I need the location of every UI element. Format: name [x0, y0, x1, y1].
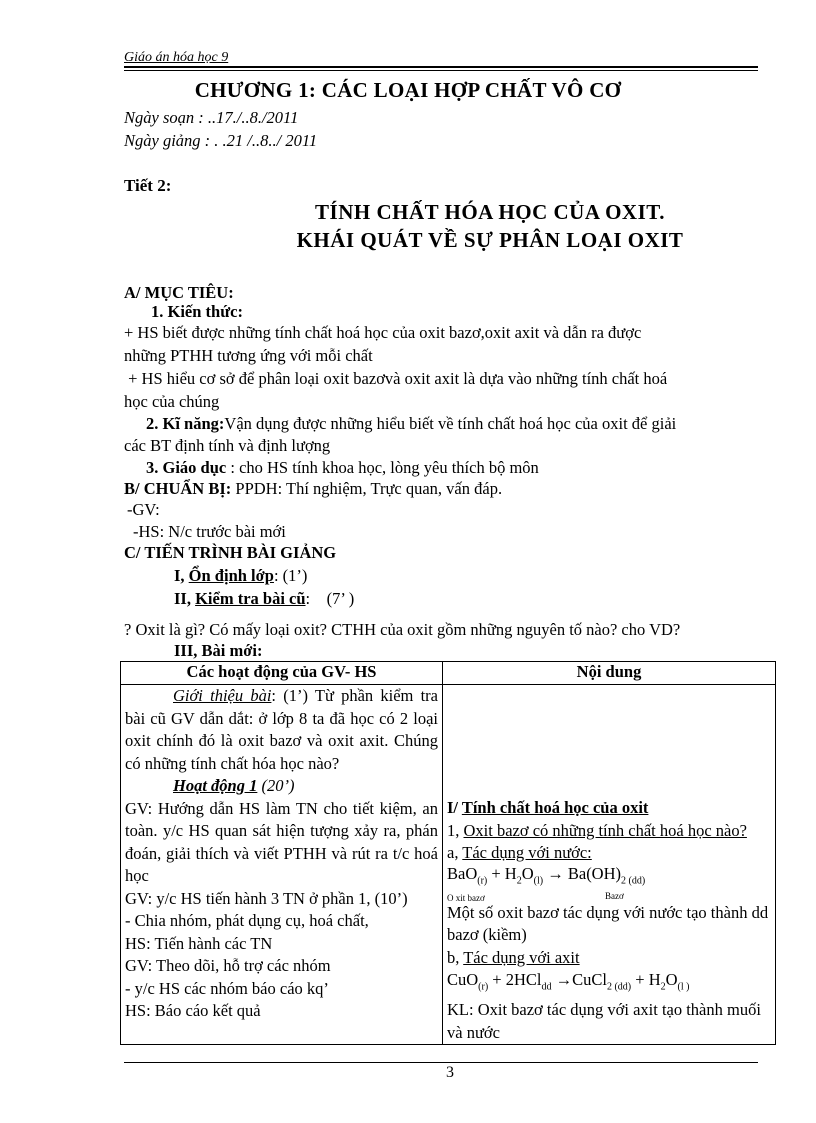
section-b-hs: -HS: N/c trước bài mới: [133, 522, 286, 541]
b-label: Tác dụng với axit: [463, 947, 580, 967]
page-number: 3: [446, 1064, 454, 1081]
col-content-header: Nội dung: [443, 662, 776, 685]
equation-1: [447, 865, 771, 890]
eq1-part: + H: [487, 863, 517, 883]
kt-line4: học của chúng: [124, 392, 220, 411]
date-soan: Ngày soạn : ..17./..8./2011: [124, 108, 299, 127]
activities-cell: [121, 685, 443, 1045]
ki-nang-text: Vận dụng được những hiểu biết về tính chất hoá học của oxit để giải: [224, 414, 677, 433]
chapter-title: CHƯƠNG 1: CÁC LOẠI HỢP CHẤT VÔ CƠ: [194, 78, 622, 102]
eq1-part: O: [521, 863, 534, 883]
lesson-title-line2: KHÁI QUÁT VỀ SỰ PHÂN LOẠI OXIT: [296, 228, 684, 252]
giao-duc-line: [146, 458, 539, 478]
kt-line2: những PTHH tương ứng với mỗi chất: [124, 346, 373, 365]
step-i-prefix: I,: [174, 566, 189, 585]
section-b-ppdh: PPDH: Thí nghiệm, Trực quan, vấn đáp.: [231, 479, 503, 498]
eq1-note-bazo: Bazơ: [605, 890, 624, 901]
giao-duc-label: 3. Giáo dục: [146, 458, 227, 477]
section-b-gv: -GV:: [127, 500, 160, 519]
lesson-title-line1: TÍNH CHẤT HÓA HỌC CỦA OXIT.: [315, 200, 665, 224]
intro-text: : (1’) Từ phần kiểm tra bài cũ GV dẫn dắt: ở lớp 8 ta đã học có 2 loại oxit chính đó là oxit bazơ và oxit axit. Chúng có những tính chất hóa học nào?: [125, 686, 438, 773]
content-b: [447, 947, 771, 970]
eq2-part: 2 (dd): [606, 981, 632, 993]
content-section-1: [447, 797, 771, 820]
section-a-heading: A/ MỤC TIÊU:: [124, 283, 234, 302]
eq2-part: (r): [478, 981, 489, 993]
section-c-heading: C/ TIẾN TRÌNH BÀI GIẢNG: [124, 543, 337, 562]
eq1-part: BaO: [447, 863, 478, 883]
col-activities-header: Các hoạt động của GV- HS: [121, 662, 443, 685]
step-i: [174, 566, 307, 586]
eq1-part: (l): [533, 874, 544, 886]
step-ii-prefix: II,: [174, 589, 196, 608]
footer-divider: [124, 1062, 758, 1063]
eq1-part: 2: [516, 874, 522, 886]
step-ii-time: : (7’ ): [305, 589, 355, 608]
activity-time: (20’): [257, 776, 295, 795]
intro-paragraph: [125, 685, 438, 775]
kien-thuc-label: 1. Kiến thức:: [151, 302, 243, 321]
header-divider: [124, 66, 758, 68]
list-item: GV: y/c HS tiến hành 3 TN ở phần 1, (10’): [125, 888, 408, 908]
eq2-part: dd: [541, 981, 552, 993]
content-text-1: Một số oxit bazơ tác dụng với nước tạo thành dd bazơ (kiềm): [447, 902, 769, 945]
step-i-label: Ổn định lớp: [188, 566, 274, 585]
eq2-part: O: [665, 970, 678, 990]
equation-1-notes: [447, 890, 771, 902]
list-item: GV: Theo dõi, hỗ trợ các nhóm: [125, 956, 331, 975]
review-question: ? Oxit là gì? Có mấy loại oxit? CTHH của oxit gồm những nguyên tố nào? cho VD?: [124, 620, 681, 639]
eq2-part: + 2HCl: [488, 970, 542, 990]
activity-heading: [125, 775, 438, 798]
table-header-row: [121, 662, 776, 685]
list-item: - y/c HS các nhóm báo cáo kq’: [125, 978, 329, 998]
section-b-heading: B/ CHUẨN BỊ:: [124, 479, 232, 498]
lesson-number: Tiết 2:: [124, 176, 172, 195]
eq2-part: 2: [660, 981, 666, 993]
eq1-part: → Ba(OH): [543, 863, 622, 883]
a-label: Tác dụng với nước:: [462, 843, 592, 862]
eq1-note-oxit: O xit bazơ: [447, 892, 485, 903]
eq1-part: 2 (dd): [621, 874, 646, 886]
eq2-part: CuO: [447, 970, 479, 990]
giao-duc-text: : cho HS tính khoa học, lòng yêu thích bộ môn: [226, 458, 539, 477]
sec1-label: Tính chất hoá học của oxit: [461, 798, 649, 817]
eq2-part: + H: [631, 970, 661, 990]
b-prefix: b,: [447, 947, 464, 967]
kt-line1: + HS biết được những tính chất hoá học của oxit bazơ,oxit axit và dẫn ra được: [124, 323, 642, 342]
activity-label: Hoạt động 1: [173, 776, 258, 795]
sub1-prefix: 1,: [447, 820, 464, 840]
section-b-line: [124, 479, 502, 499]
eq1-part: (r): [477, 874, 488, 886]
content-a: [447, 842, 771, 865]
step-i-time: : (1’): [273, 566, 308, 585]
kt-line3: + HS hiểu cơ sở để phân loại oxit bazơvà oxit axit là dựa vào những tính chất hoá: [124, 369, 668, 388]
eq2-part: →CuCl: [551, 970, 607, 990]
equation-2: [447, 969, 771, 999]
step-iii: III, Bài mới:: [174, 641, 263, 660]
kn-line2: các BT định tính và định lượng: [124, 436, 331, 455]
step-ii: [174, 589, 354, 609]
eq2-part: (l ): [677, 981, 690, 993]
lesson-table: [120, 661, 776, 1045]
date-giang: Ngày giảng : . .21 /..8../ 2011: [124, 131, 318, 150]
header-divider-thin: [124, 70, 758, 71]
sub1-label: Oxit bazơ có những tính chất hoá học nào?: [463, 820, 747, 840]
list-item: HS: Báo cáo kết quả: [125, 1001, 261, 1020]
list-item: GV: Hướng dẫn HS làm TN cho tiết kiệm, an toàn. y/c HS quan sát hiện tượng xảy ra, phán đoán, giải thích và viết PTHH và rút ra t/c hoá học: [125, 798, 438, 885]
content-subsection-1: [447, 820, 771, 843]
content-cell: [443, 685, 776, 1045]
table-row: [121, 685, 776, 1045]
content-text-2: KL: Oxit bazơ tác dụng với axit tạo thành muối và nước: [447, 1000, 761, 1042]
a-prefix: a,: [447, 843, 463, 862]
ki-nang-label: 2. Kĩ năng:: [146, 414, 225, 433]
step-ii-label: Kiểm tra bài cũ: [195, 589, 306, 608]
list-item: - Chia nhóm, phát dụng cụ, hoá chất,: [125, 911, 369, 930]
list-item: HS: Tiến hành các TN: [125, 933, 273, 953]
ki-nang-line1: [146, 414, 676, 434]
sec1-prefix: I/: [447, 798, 462, 817]
intro-label: Giới thiệu bài: [173, 686, 272, 705]
document-header: Giáo án hóa học 9: [124, 50, 229, 65]
